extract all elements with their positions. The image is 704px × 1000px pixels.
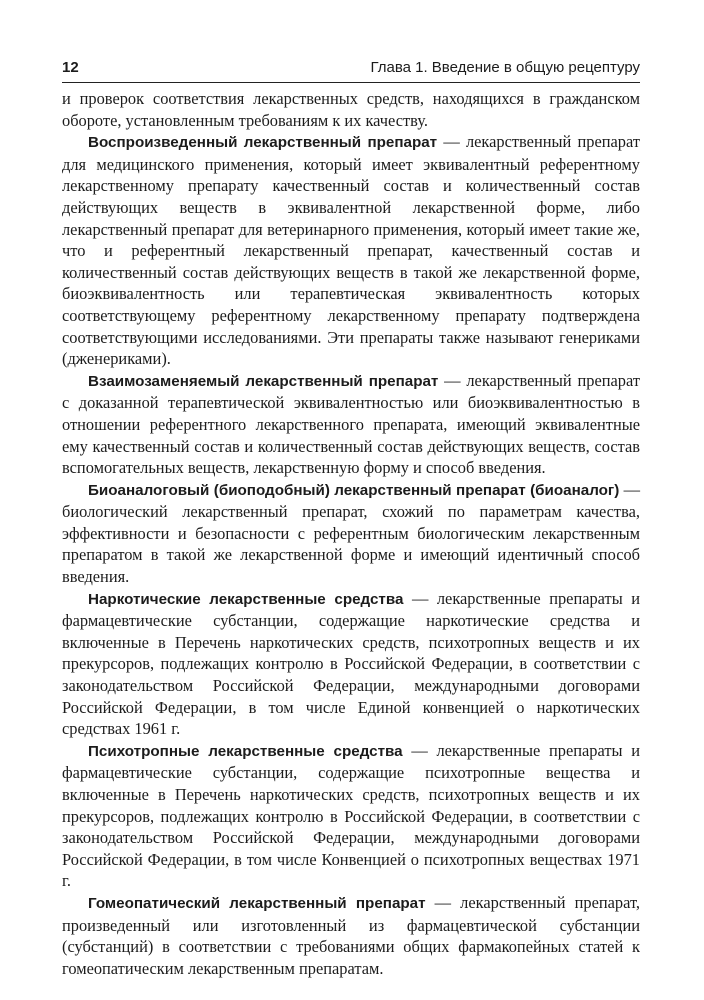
- definition-psychotropic: [62, 740, 640, 892]
- definition-interchangeable: [62, 370, 640, 479]
- definition-text: — лекарственные препараты и фармацевтические субстанции, содержащие наркотические средства и включенные в Перечень наркотических средств, психотропных веществ и их прекурсоров, подлежащих контролю в Российской Федерации, в соответствии с законодательством Российской Федерации, международными договорами Российской Федерации, в том числе Единой конвенцией о наркотических средствах 1961 г.: [62, 588, 640, 739]
- definition-term: Взаимозаменяемый лекарственный препарат: [88, 372, 439, 390]
- page-number: 12: [62, 59, 79, 76]
- definition-text: — лекарственный препарат с доказанной терапевтической эквивалентностью или биоэквивалентностью в отношении референтного лекарственного препарата, имеющий эквивалентные ему качественный состав и количественный состав действующих веществ, состав вспомогательных веществ, лекарственную форму и способ введения.: [62, 370, 640, 478]
- definition-biosimilar: [62, 479, 640, 588]
- definition-term: Биоаналоговый (биоподобный) лекарственный препарат (биоаналог): [88, 481, 620, 499]
- definition-text: — лекарственный препарат для медицинского применения, который имеет эквивалентный референтному лекарственному препарату качественный состав и количественный состав действующих веществ в эквивалентной лекарственной форме, либо лекарственный препарат для ветеринарного применения, который имеет такие же, что и референтный лекарственный препарат, качественный состав и количественный состав действующих веществ в такой же лекарственной форме, биоэквивалентность или терапевтическая эквивалентность которых соответствующему референтному лекарственному препарату подтверждена соответствующими исследованиями. Эти препараты также называют генериками (дженериками).: [62, 132, 640, 369]
- definition-narcotic: [62, 588, 640, 740]
- body-text: [62, 88, 640, 979]
- definition-text: — лекарственный препарат, произведенный или изготовленный из фармацевтической субстанции (субстанций) в соответствии с требованиями общих фармакопейных статей к гомеопатическим лекарственным препаратам.: [62, 892, 640, 978]
- definition-text: — биологический лекарственный препарат, схожий по параметрам качества, эффективности и безопасности с референтным биологическим лекарственным препаратом в такой же лекарственной форме и имеющий идентичный способ введения.: [62, 479, 640, 587]
- definition-generic: [62, 131, 640, 370]
- paragraph-continuation: [62, 88, 640, 131]
- definition-term: Воспроизведенный лекарственный препарат: [88, 134, 438, 152]
- definition-text: — лекарственные препараты и фармацевтические субстанции, содержащие психотропные вещества и включенные в Перечень наркотических средств, психотропных веществ и их прекурсоров, подлежащих контролю в Российской Федерации, в соответствии с законодательством Российской Федерации, международными договорами Российской Федерации, в том числе Конвенцией о психотропных веществах 1971 г.: [62, 740, 641, 891]
- definition-term: Гомеопатический лекарственный препарат: [88, 894, 426, 912]
- definition-term: Психотропные лекарственные средства: [88, 742, 403, 760]
- running-title: Глава 1. Введение в общую рецептуру: [370, 59, 640, 76]
- page-header: [62, 52, 640, 83]
- definition-term: Наркотические лекарственные средства: [88, 590, 404, 608]
- paragraph-text: и проверок соответствия лекарственных средств, находящихся в гражданском обороте, установленным требованиям к их качеству.: [62, 89, 640, 130]
- definition-homeopathic: [62, 892, 640, 979]
